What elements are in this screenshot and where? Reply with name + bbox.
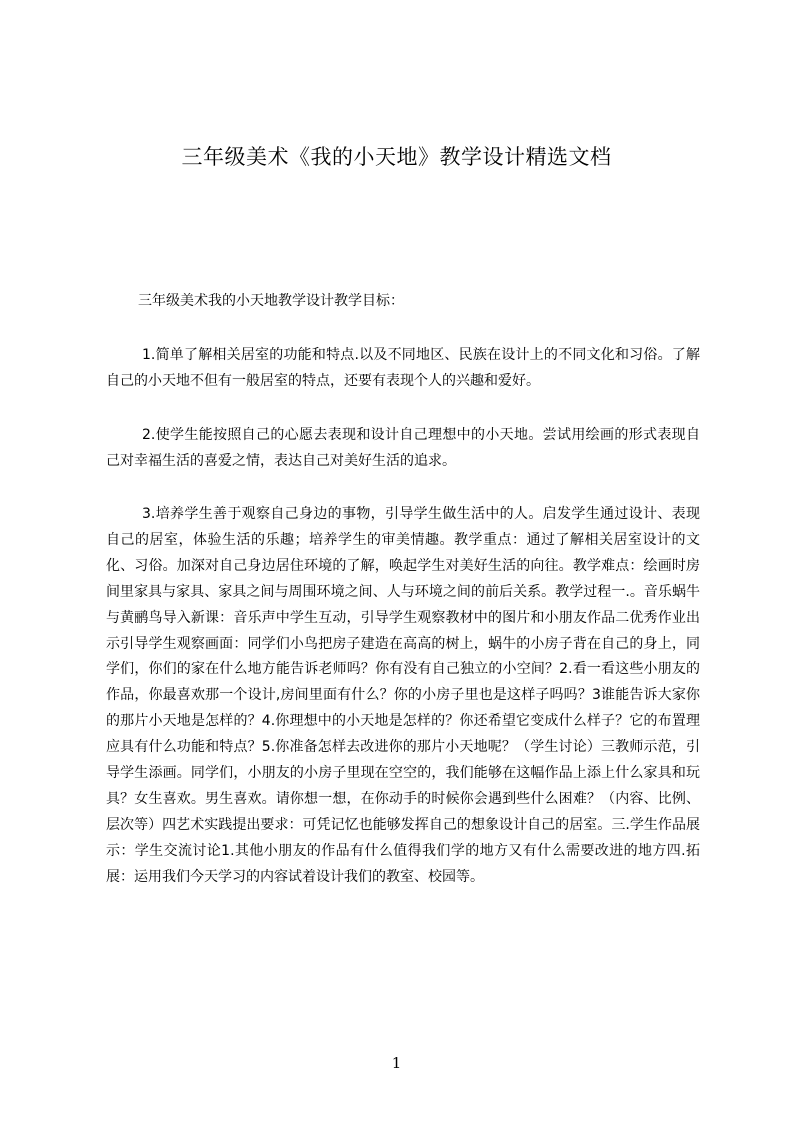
paragraph-goal-2: 2.使学生能按照自己的心愿去表现和设计自己理想中的小天地。尝试用绘画的形式表现自己对幸福生活的喜爱之情，表达自己对美好生活的追求。 — [106, 427, 700, 469]
paragraph-goal-3: 3.培养学生善于观察自己身边的事物，引导学生做生活中的人。启发学生通过设计、表现自己的居室，体验生活的乐趣；培养学生的审美情趣。教学重点：通过了解相关居室设计的文化、习俗。加深对自己身边居住环境的了解，唤起学生对美好生活的向往。教学难点：绘画时房间里家具与家具、家具之间与周围环境之间、人与环境之间的前后关系。教学过程一.。音乐蜗牛与黄鹂鸟导入新课：音乐声中学生互动，引导学生观察教材中的图片和小朋友作品二优秀作业出示引导学生观察画面：同学们小鸟把房子建造在高高的树上，蜗牛的小房子背在自己的身上，同学们，你们的家在什么地方能告诉老师吗？你有没有自己独立的小空间？2.看一看这些小朋友的作品，你最喜欢那一个设计,房间里面有什么？你的小房子里也是这样子吗吗？3谁能告诉大家你的那片小天地是怎样的？4.你理想中的小天地是怎样的？你还希望它变成什么样子？它的布置理应具有什么功能和特点？5.你准备怎样去改进你的那片小天地呢？（学生讨论）三教师示范，引导学生添画。同学们，小朋友的小房子里现在空空的，我们能够在这幅作品上添上什么家具和玩具？女生喜欢。男生喜欢。请你想一想，在你动手的时候你会遇到些什么困难？（内容、比例、层次等）四艺术实践提出要求：可凭记忆也能够发挥自己的想象设计自己的居室。三.学生作品展示：学生交流讨论1.其他小朋友的作品有什么值得我们学的地方又有什么需要改进的地方四.拓展：运用我们今天学习的内容试着设计我们的教室、校园等。 — [106, 506, 700, 885]
page-number: 1 — [391, 1054, 402, 1072]
intro-line: 三年级美术我的小天地教学设计教学目标： — [138, 293, 404, 309]
document-title: 三年级美术《我的小天地》教学设计精选文档 — [181, 145, 612, 169]
paragraph-goal-1: 1.简单了解相关居室的功能和特点.以及不同地区、民族在设计上的不同文化和习俗。了解自己的小天地不但有一般居室的特点，还要有表现个人的兴趣和爱好。 — [106, 347, 700, 389]
